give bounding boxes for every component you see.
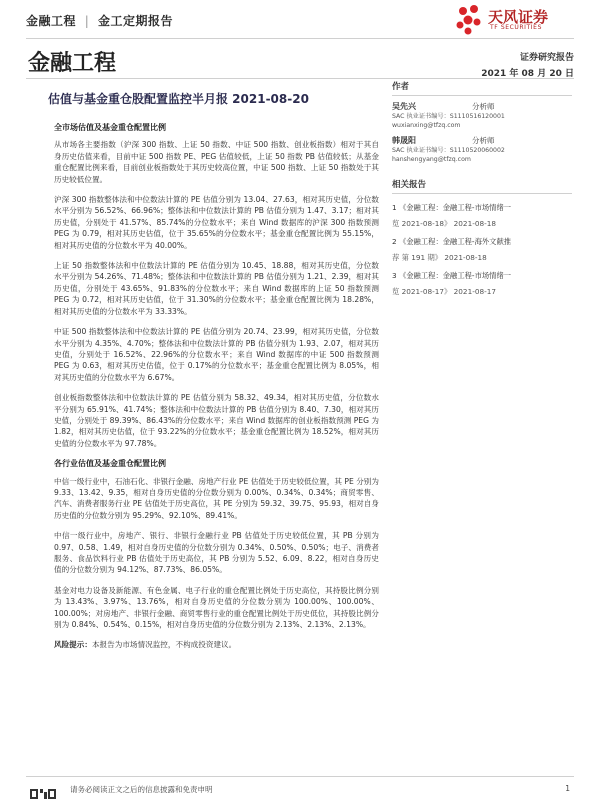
paragraph-zz500: 中证 500 指数整体法和中位数法计算的 PE 估值分别为 20.74、23.99，相对其历史值，分位数水平分别为 4.35%、4.70%；整体法和中位数法计算的 PB 估值分别为 1.93、2.07，相对其历史值，分别处于 16.52%、22.96%的分位数水平；来自 Wind 数据库的中证 500 指数预测 PEG 为 0.63，相对其历史估值，位于 0.17%的分位数水平；基金重仓配置比例为 8.05%，相对其历史值的分位数水平为 6.67%。	[54, 327, 379, 382]
logo-mark-icon	[454, 4, 486, 36]
risk-label: 风险提示：	[54, 640, 92, 650]
report-subtitle: 估值与基金重仓股配置监控半月报 2021-08-20	[48, 92, 309, 106]
section-heading-industry: 各行业估值及基金重仓配置比例	[54, 459, 166, 469]
related-report-line: 1 《金融工程：金融工程-市场情绪一	[392, 203, 512, 212]
header-divider	[26, 38, 574, 39]
header-report-kind: 金工定期报告	[97, 14, 173, 28]
risk-text: 本报告为市场情况监控，不构成投资建议。	[91, 640, 237, 650]
author-email[interactable]: hanshengyang@tfzq.com	[392, 156, 471, 163]
page-number: 1	[565, 784, 570, 793]
main-content	[54, 118, 379, 660]
paragraph-cyb: 创业板指数整体法和中位数法计算的 PE 估值分别为 58.32、49.34，相对其历史值，分位数水平分别为 65.91%、41.74%；整体法和中位数法计算的 PB 估值分别为 8.40、7.30，相对其历史值，分别处于 89.39%、86.43%的分位数水平；来自 Wind 数据库的创业板指数预测 PEG 为 1.82，相对其历史估值，位于 93.22%的分位数水平；基金重仓配置比例为 18.52%，相对其历史值的分位数水平为 97.78%。	[54, 393, 379, 448]
paragraph-overview: 从市场各主要指数（沪深 300 指数、上证 50 指数、中证 500 指数、创业板指数）相对于其自身历史估值来看，目前中证 500 指数 PE、PEG 估值较低，上证 50 指数 PB 估值较低；从基金重仓配置比例来看，目前创业板指数处于其历史较高位置，中证 500 指数、上证 50 指数处于其历史较低位置。	[54, 140, 379, 184]
related-label: 相关报告	[392, 178, 572, 194]
header-separator: |	[84, 14, 90, 28]
author-role: 分析师	[472, 136, 495, 145]
related-report-line: 览 2021-08-17》 2021-08-17	[392, 287, 497, 296]
report-date: 2021 年 08 月 20 日	[481, 69, 574, 79]
section-heading-market: 全市场估值及基金重仓配置比例	[54, 123, 166, 132]
author-sac: SAC 执业证书编号：S1110520060002	[392, 147, 505, 154]
header-breadcrumb	[26, 12, 173, 29]
report-type: 证券研究报告	[519, 53, 574, 63]
logo-subtext: TF SECURITIES	[490, 24, 542, 31]
paragraph-sz50: 上证 50 指数整体法和中位数法计算的 PE 估值分别为 10.45、18.88，相对其历史值，分位数水平分别为 54.26%、71.48%；整体法和中位数法计算的 PB 估值分别为 1.21、2.39，相对其历史值，分别处于 43.65%、91.83%的分位数水平；来自 Wind 数据库的上证 50 指数预测 PEG 为 0.72，相对其历史估值，位于 31.30%的分位数水平；基金重仓配置比例为 18.28%，相对其历史值的分位数水平为 33.33%。	[54, 261, 379, 316]
author-card	[392, 136, 572, 164]
author-role: 分析师	[472, 102, 495, 111]
author-card	[392, 102, 572, 130]
title-divider	[26, 78, 574, 79]
author-name: 吴先兴	[392, 102, 416, 111]
related-report-item[interactable]	[392, 234, 572, 266]
footer-disclaimer: 请务必阅读正文之后的信息披露和免责申明	[70, 785, 213, 794]
related-report-line: 览 2021-08-18》 2021-08-18	[392, 219, 497, 228]
related-report-line: 3 《金融工程：金融工程-市场情绪一	[392, 271, 512, 280]
author-sac: SAC 执业证书编号：S1110516120001	[392, 113, 505, 120]
page-title: 金融工程	[28, 51, 117, 76]
logo-text: 天风证券	[488, 8, 549, 26]
authors-label: 作者	[392, 80, 572, 96]
related-report-item[interactable]	[392, 268, 572, 300]
paragraph-fund-allocation: 基金对电力设备及新能源、有色金属、电子行业的重仓配置比例处于历史高位，其持股比例分别为 13.43%、3.97%、13.76%，相对自身历史值的分位数分别为 100.00%、100.00%、100.00%；对房地产、非银行金融、商贸零售行业的重仓配置比例处于历史低位，其持股比例分别为 0.84%、0.54%、0.15%，相对自身历史值的分位数分别为 2.13%、2.13%、2.13%。	[54, 585, 379, 630]
author-name: 韩晟阳	[392, 136, 416, 145]
paragraph-hs300: 沪深 300 指数整体法和中位数法计算的 PE 估值分别为 13.04、27.63，相对其历史值，分位数水平分别为 56.52%、66.96%；整体法和中位数法计算的 PB 估值分别为 1.47、3.17；相对其历史值，分别处于 41.57%、85.74%的分位数水平；来自 Wind 数据库的沪深 300 指数预测 PEG 为 0.79，相对其历史估值，位于 35.65%的分位数水平；基金重仓配置比例为 55.15%，相对其历史值的分位数水平为 40.00%。	[54, 195, 379, 250]
related-report-item[interactable]	[392, 200, 572, 232]
risk-warning	[54, 639, 379, 650]
related-report-line: 荐 第 191 期》 2021-08-18	[392, 253, 487, 262]
related-reports	[392, 178, 572, 300]
sidebar	[392, 80, 572, 302]
qr-code-icon	[30, 784, 56, 794]
header-category: 金融工程	[26, 14, 77, 28]
paragraph-industry-pb: 中信一级行业中，房地产、银行、非银行金融行业 PB 估值处于历史较低位置，其 PB 分别为 0.97、0.58、1.49，相对自身历史值的分位数分别为 0.34%、0.50%、0.50%；电子、消费者服务、食品饮料行业 PB 估值处于历史高位，其 PB 分别为 5.52、6.09、8.22，相对自身历史值的分位数分别为 94.12%、87.73%、86.05%。	[54, 531, 379, 575]
author-email[interactable]: wuxianxing@tfzq.com	[392, 122, 461, 129]
company-logo	[454, 4, 574, 38]
related-report-line: 2 《金融工程：金融工程-海外文献推	[392, 237, 512, 246]
paragraph-industry-pe: 中信一级行业中，石油石化、非银行金融、房地产行业 PE 估值处于历史较低位置，其 PE 分别为 9.33、13.42、9.35，相对自身历史值的分位数分别为 0.00%、0.34%、0.34%；商贸零售、汽车、消费者服务行业 PE 估值处于历史高位，其 PE 分别为 59.32、39.75、95.93，相对自身历史值的分位数分别为 95.29%、92.10%、89.41%。	[54, 476, 379, 520]
footer-divider	[26, 776, 574, 777]
